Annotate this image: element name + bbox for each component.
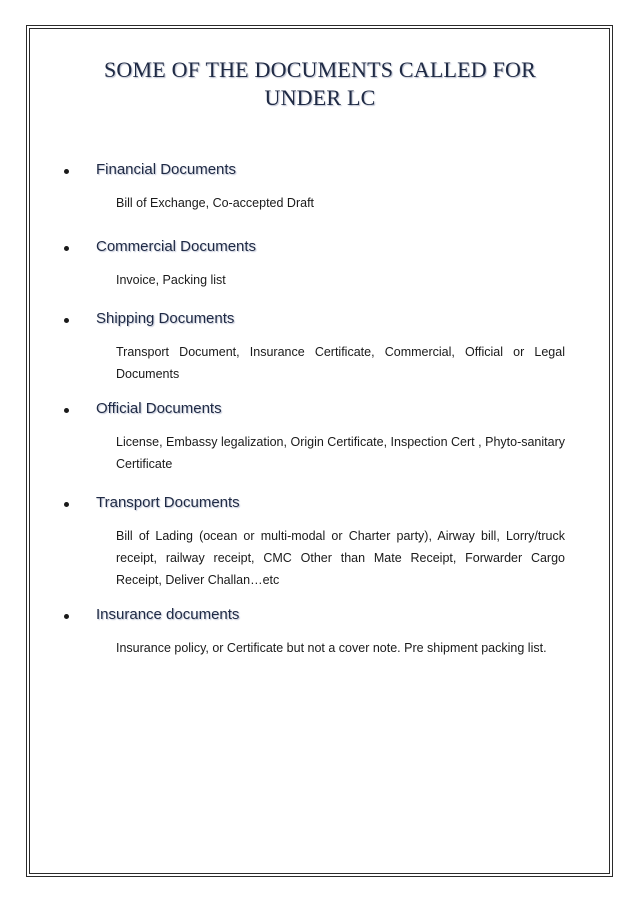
section-body: Transport Document, Insurance Certificate, Commercial, Official or Legal Documents [116, 345, 565, 381]
list-item [60, 156, 565, 233]
section-heading [60, 601, 565, 631]
section-heading [60, 305, 565, 335]
document-list [60, 156, 565, 681]
bullet-icon [64, 246, 69, 251]
bullet-icon [64, 614, 69, 619]
bullet-icon [64, 408, 69, 413]
section-heading-text: Financial Documents [96, 161, 237, 178]
section-heading [60, 156, 565, 186]
section-body: Invoice, Packing list [116, 273, 226, 287]
section-body: Bill of Exchange, Co-accepted Draft [116, 196, 315, 210]
section-heading-text: Insurance documents [96, 606, 240, 623]
bullet-icon [64, 318, 69, 323]
bullet-icon [64, 169, 69, 174]
section-heading-text: Commercial Documents [96, 238, 257, 255]
page-title-line-1: SOME OF THE DOCUMENTS CALLED FOR [104, 57, 536, 82]
section-body: License, Embassy legalization, Origin Certificate, Inspection Cert , Phyto-sanitary Certificate [116, 435, 565, 471]
page-title [60, 56, 580, 112]
list-item [60, 233, 565, 305]
section-body: Bill of Lading (ocean or multi-modal or Charter party), Airway bill, Lorry/truck receipt, railway receipt, CMC Other than Mate Receipt, Forwarder Cargo Receipt, Deliver Challan…etc [116, 529, 565, 587]
page-title-line-2: UNDER LC [264, 85, 376, 110]
section-heading-text: Shipping Documents [96, 310, 235, 327]
section-heading-text: Official Documents [96, 400, 222, 417]
bullet-icon [64, 502, 69, 507]
list-item [60, 489, 565, 601]
section-heading [60, 233, 565, 263]
list-item [60, 305, 565, 395]
section-heading-text: Transport Documents [96, 494, 240, 511]
list-item [60, 395, 565, 489]
section-body: Insurance policy, or Certificate but not a cover note. Pre shipment packing list. [116, 641, 547, 655]
section-heading [60, 395, 565, 425]
section-heading [60, 489, 565, 519]
list-item [60, 601, 565, 681]
